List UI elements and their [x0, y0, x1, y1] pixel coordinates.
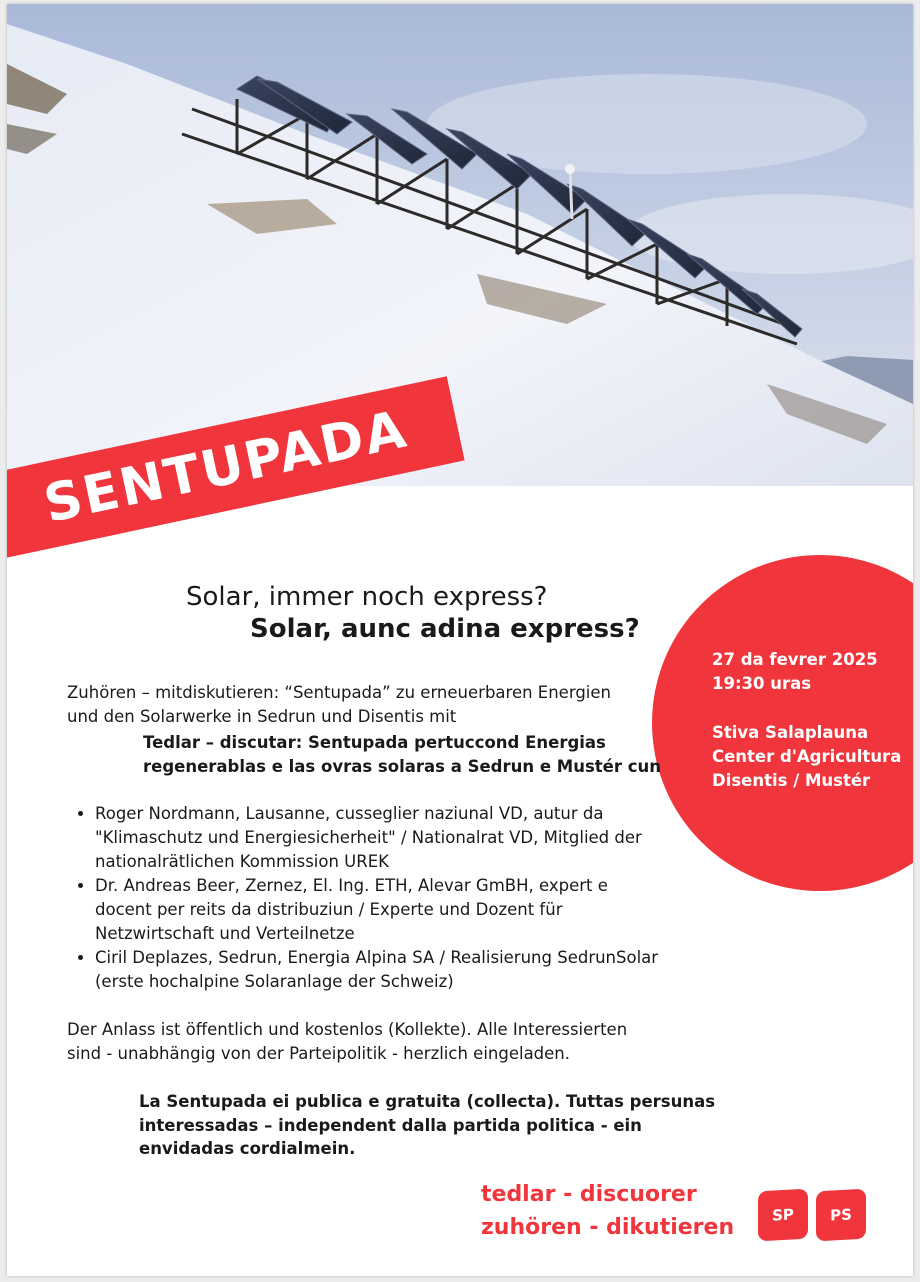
event-time: 19:30 uras: [712, 674, 812, 693]
flyer-page: [7, 4, 913, 1276]
speaker-line: • Ciril Deplazes, Sedrun, Energia Alpina SA / Realisierung SedrunSolar: [95, 948, 659, 967]
list-item: [95, 946, 715, 994]
closing-romansh-line: envidadas cordialmein.: [139, 1139, 356, 1158]
venue-town: Disentis / Mustér: [712, 771, 871, 790]
list-item: [95, 874, 715, 946]
intro-romansh: [143, 731, 661, 778]
title-romansh: Solar, aunc adina express?: [250, 614, 640, 644]
event-date: 27 da fevrer 2025: [712, 650, 878, 669]
closing-romansh: [139, 1090, 715, 1161]
venue-place: Center d'Agricultura: [712, 747, 902, 766]
photo-illustration: [7, 4, 913, 486]
speaker-line: • Dr. Andreas Beer, Zernez, El. Ing. ETH, Alevar GmBH, expert e: [95, 876, 608, 895]
speaker-line: Netzwirtschaft und Verteilnetze: [95, 924, 355, 943]
list-item: [95, 802, 715, 874]
sp-logo: SP: [758, 1189, 808, 1242]
solar-plant-photo: [7, 4, 913, 486]
intro-romansh-line: Tedlar – discutar: Sentupada pertuccond Energias: [143, 733, 606, 752]
closing-german-line: sind - unabhängig von der Parteipolitik - herzlich eingeladen.: [67, 1043, 571, 1063]
closing-romansh-line: interessadas – independent dalla partida politica - ein: [139, 1115, 642, 1135]
speaker-line: nationalrätlichen Kommission UREK: [95, 852, 389, 871]
intro-german: [67, 681, 611, 728]
intro-german-line: und den Solarwerke in Sedrun und Disentis mit: [67, 706, 457, 726]
closing-romansh-line: La Sentupada ei publica e gratuita (collecta). Tuttas persunas: [139, 1092, 716, 1111]
venue-name: Stiva Salaplauna: [712, 723, 869, 742]
banner-title: SENTUPADA: [39, 399, 413, 535]
speaker-line: "Klimaschutz und Energiesicherheit" / Nationalrat VD, Mitglied der: [95, 828, 642, 847]
speaker-line: docent per reits da distribuziun / Experte und Dozent für: [95, 900, 563, 919]
closing-german-line: Der Anlass ist öffentlich und kostenlos (Kollekte). Alle Interessierten: [67, 1020, 628, 1039]
speaker-line: • Roger Nordmann, Lausanne, cusseglier naziunal VD, autur da: [95, 804, 604, 823]
slogan-romansh: tedlar - discuorer: [481, 1182, 697, 1207]
speaker-line: (erste hochalpine Solaranlage der Schweiz): [95, 972, 454, 991]
speaker-list: [67, 802, 715, 994]
slogan-german: zuhören - dikutieren: [481, 1215, 735, 1240]
title-german: Solar, immer noch express?: [186, 582, 548, 612]
intro-romansh-line: regenerablas e las ovras solaras a Sedrun e Mustér cun: [143, 756, 662, 776]
intro-german-line: Zuhören – mitdiskutieren: “Sentupada” zu erneuerbaren Energien: [67, 683, 611, 702]
ps-logo: PS: [816, 1189, 866, 1242]
closing-german: [67, 1018, 627, 1065]
